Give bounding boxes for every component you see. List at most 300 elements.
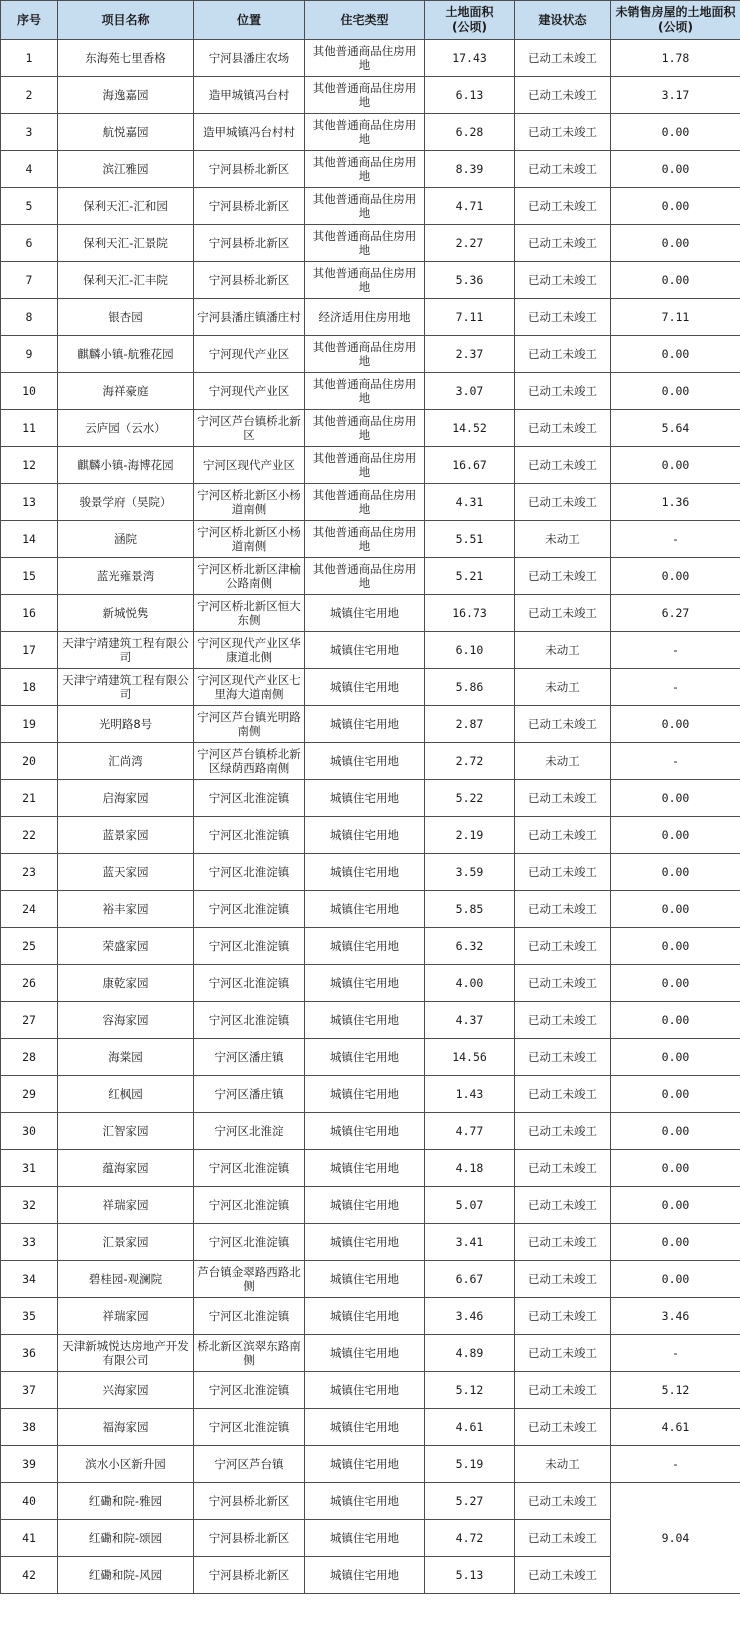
cell-unsold-area: 0.00	[611, 1076, 740, 1113]
cell-housing-type: 其他普通商品住房用地	[305, 336, 425, 373]
cell-unsold-area: 0.00	[611, 114, 740, 151]
cell-unsold-area: 0.00	[611, 891, 740, 928]
cell-location: 宁河区桥北新区小杨道南侧	[194, 484, 305, 521]
cell-unsold-area: 4.61	[611, 1409, 740, 1446]
cell-location: 桥北新区滨翠东路南侧	[194, 1335, 305, 1372]
cell-project-name: 红磡和院-风园	[58, 1557, 194, 1594]
cell-project-name: 保利天汇-汇景院	[58, 225, 194, 262]
cell-unsold-area: 5.64	[611, 410, 740, 447]
cell-land-area: 5.22	[425, 780, 515, 817]
cell-location: 宁河区北淮淀镇	[194, 965, 305, 1002]
cell-build-status: 已动工未竣工	[515, 558, 611, 595]
cell-build-status: 已动工未竣工	[515, 410, 611, 447]
cell-unsold-area: 6.27	[611, 595, 740, 632]
cell-housing-type: 城镇住宅用地	[305, 1520, 425, 1557]
cell-build-status: 已动工未竣工	[515, 484, 611, 521]
cell-land-area: 5.86	[425, 669, 515, 706]
cell-land-area: 6.10	[425, 632, 515, 669]
cell-housing-type: 城镇住宅用地	[305, 595, 425, 632]
cell-land-area: 5.85	[425, 891, 515, 928]
cell-location: 宁河区潘庄镇	[194, 1039, 305, 1076]
table-row	[1, 225, 740, 262]
cell-location: 宁河县桥北新区	[194, 1557, 305, 1594]
cell-build-status: 已动工未竣工	[515, 780, 611, 817]
cell-unsold-area: 0.00	[611, 1039, 740, 1076]
table-row	[1, 854, 740, 891]
cell-project-name: 麒麟小镇-海博花园	[58, 447, 194, 484]
table-row	[1, 1039, 740, 1076]
cell-location: 宁河区桥北新区小杨道南侧	[194, 521, 305, 558]
cell-project-name: 涵院	[58, 521, 194, 558]
cell-index: 4	[1, 151, 58, 188]
cell-housing-type: 城镇住宅用地	[305, 1224, 425, 1261]
cell-build-status: 已动工未竣工	[515, 1557, 611, 1594]
cell-index: 42	[1, 1557, 58, 1594]
cell-project-name: 兴海家园	[58, 1372, 194, 1409]
table-row	[1, 1261, 740, 1298]
cell-housing-type: 经济适用住房用地	[305, 299, 425, 336]
cell-housing-type: 城镇住宅用地	[305, 965, 425, 1002]
cell-housing-type: 城镇住宅用地	[305, 706, 425, 743]
table-row	[1, 484, 740, 521]
cell-index: 19	[1, 706, 58, 743]
cell-build-status: 已动工未竣工	[515, 262, 611, 299]
cell-unsold-area: 0.00	[611, 336, 740, 373]
cell-housing-type: 其他普通商品住房用地	[305, 410, 425, 447]
cell-project-name: 蕴海家园	[58, 1150, 194, 1187]
cell-location: 宁河区芦台镇	[194, 1446, 305, 1483]
cell-land-area: 1.43	[425, 1076, 515, 1113]
table-row	[1, 669, 740, 706]
cell-land-area: 5.07	[425, 1187, 515, 1224]
cell-project-name: 蓝天家园	[58, 854, 194, 891]
cell-unsold-area: -	[611, 521, 740, 558]
header-cell-project-name: 项目名称	[58, 1, 194, 40]
cell-build-status: 已动工未竣工	[515, 77, 611, 114]
cell-location: 宁河县桥北新区	[194, 262, 305, 299]
cell-housing-type: 城镇住宅用地	[305, 1187, 425, 1224]
cell-index: 24	[1, 891, 58, 928]
cell-location: 宁河县潘庄农场	[194, 40, 305, 77]
table-row	[1, 1076, 740, 1113]
table-row	[1, 40, 740, 77]
cell-project-name: 启海家园	[58, 780, 194, 817]
table-row	[1, 1409, 740, 1446]
cell-build-status: 已动工未竣工	[515, 1150, 611, 1187]
table-row	[1, 188, 740, 225]
cell-index: 2	[1, 77, 58, 114]
header-cell-build-status: 建设状态	[515, 1, 611, 40]
cell-index: 10	[1, 373, 58, 410]
cell-index: 29	[1, 1076, 58, 1113]
cell-location: 宁河区北淮淀镇	[194, 1224, 305, 1261]
cell-build-status: 已动工未竣工	[515, 447, 611, 484]
cell-index: 30	[1, 1113, 58, 1150]
cell-project-name: 新城悦隽	[58, 595, 194, 632]
cell-index: 12	[1, 447, 58, 484]
cell-land-area: 3.41	[425, 1224, 515, 1261]
cell-location: 宁河县桥北新区	[194, 1520, 305, 1557]
cell-land-area: 3.59	[425, 854, 515, 891]
table-row	[1, 299, 740, 336]
cell-land-area: 4.89	[425, 1335, 515, 1372]
cell-project-name: 云庐园（云水）	[58, 410, 194, 447]
cell-unsold-area: 0.00	[611, 706, 740, 743]
cell-build-status: 未动工	[515, 1446, 611, 1483]
cell-land-area: 5.27	[425, 1483, 515, 1520]
cell-index: 16	[1, 595, 58, 632]
table-row	[1, 151, 740, 188]
cell-index: 35	[1, 1298, 58, 1335]
table-row	[1, 1335, 740, 1372]
header-cell-location: 位置	[194, 1, 305, 40]
cell-unsold-area: -	[611, 743, 740, 780]
table-row	[1, 1372, 740, 1409]
cell-project-name: 蓝景家园	[58, 817, 194, 854]
cell-land-area: 8.39	[425, 151, 515, 188]
cell-build-status: 已动工未竣工	[515, 1076, 611, 1113]
header-cell-housing-type: 住宅类型	[305, 1, 425, 40]
cell-build-status: 已动工未竣工	[515, 299, 611, 336]
cell-land-area: 4.37	[425, 1002, 515, 1039]
cell-location: 宁河区芦台镇桥北新区	[194, 410, 305, 447]
cell-housing-type: 城镇住宅用地	[305, 1150, 425, 1187]
cell-housing-type: 城镇住宅用地	[305, 817, 425, 854]
cell-build-status: 已动工未竣工	[515, 1224, 611, 1261]
cell-build-status: 已动工未竣工	[515, 1039, 611, 1076]
cell-housing-type: 其他普通商品住房用地	[305, 262, 425, 299]
cell-project-name: 汇景家园	[58, 1224, 194, 1261]
cell-build-status: 已动工未竣工	[515, 1187, 611, 1224]
cell-location: 宁河区北淮淀	[194, 1113, 305, 1150]
table-row	[1, 780, 740, 817]
cell-index: 27	[1, 1002, 58, 1039]
cell-land-area: 4.72	[425, 1520, 515, 1557]
cell-project-name: 东海苑七里香格	[58, 40, 194, 77]
cell-location: 宁河区北淮淀镇	[194, 1372, 305, 1409]
cell-location: 宁河区现代产业区七里海大道南侧	[194, 669, 305, 706]
cell-build-status: 已动工未竣工	[515, 1113, 611, 1150]
cell-land-area: 2.19	[425, 817, 515, 854]
cell-location: 宁河区北淮淀镇	[194, 1150, 305, 1187]
cell-land-area: 5.51	[425, 521, 515, 558]
cell-index: 6	[1, 225, 58, 262]
cell-build-status: 已动工未竣工	[515, 706, 611, 743]
cell-land-area: 2.27	[425, 225, 515, 262]
cell-index: 21	[1, 780, 58, 817]
cell-housing-type: 城镇住宅用地	[305, 1446, 425, 1483]
table-row	[1, 1298, 740, 1335]
cell-unsold-area: 0.00	[611, 780, 740, 817]
cell-land-area: 2.72	[425, 743, 515, 780]
cell-housing-type: 城镇住宅用地	[305, 1113, 425, 1150]
cell-land-area: 6.28	[425, 114, 515, 151]
cell-index: 15	[1, 558, 58, 595]
cell-housing-type: 城镇住宅用地	[305, 1557, 425, 1594]
cell-unsold-area: 0.00	[611, 1002, 740, 1039]
cell-location: 宁河区芦台镇光明路南侧	[194, 706, 305, 743]
cell-housing-type: 城镇住宅用地	[305, 1076, 425, 1113]
cell-build-status: 已动工未竣工	[515, 891, 611, 928]
cell-unsold-area: 0.00	[611, 558, 740, 595]
cell-location: 宁河区北淮淀镇	[194, 817, 305, 854]
cell-project-name: 容海家园	[58, 1002, 194, 1039]
cell-housing-type: 其他普通商品住房用地	[305, 188, 425, 225]
cell-index: 9	[1, 336, 58, 373]
cell-location: 宁河区芦台镇桥北新区绿荫西路南侧	[194, 743, 305, 780]
cell-project-name: 海逸嘉园	[58, 77, 194, 114]
cell-housing-type: 城镇住宅用地	[305, 1002, 425, 1039]
cell-build-status: 已动工未竣工	[515, 225, 611, 262]
cell-housing-type: 城镇住宅用地	[305, 928, 425, 965]
cell-location: 宁河区北淮淀镇	[194, 854, 305, 891]
cell-index: 5	[1, 188, 58, 225]
cell-index: 23	[1, 854, 58, 891]
cell-project-name: 碧桂园-观澜院	[58, 1261, 194, 1298]
cell-project-name: 红磡和院-颂园	[58, 1520, 194, 1557]
cell-index: 31	[1, 1150, 58, 1187]
cell-index: 40	[1, 1483, 58, 1520]
cell-project-name: 天津新城悦达房地产开发有限公司	[58, 1335, 194, 1372]
cell-unsold-area: 0.00	[611, 928, 740, 965]
table-row	[1, 1187, 740, 1224]
cell-housing-type: 城镇住宅用地	[305, 1298, 425, 1335]
cell-unsold-area: 0.00	[611, 262, 740, 299]
table-row	[1, 1150, 740, 1187]
cell-land-area: 16.73	[425, 595, 515, 632]
cell-project-name: 红磡和院-雅园	[58, 1483, 194, 1520]
cell-housing-type: 其他普通商品住房用地	[305, 151, 425, 188]
cell-land-area: 7.11	[425, 299, 515, 336]
cell-build-status: 已动工未竣工	[515, 965, 611, 1002]
table-row	[1, 632, 740, 669]
cell-housing-type: 城镇住宅用地	[305, 1261, 425, 1298]
cell-project-name: 滨水小区新升园	[58, 1446, 194, 1483]
cell-location: 宁河县桥北新区	[194, 188, 305, 225]
cell-unsold-area: 3.17	[611, 77, 740, 114]
cell-project-name: 康乾家园	[58, 965, 194, 1002]
cell-unsold-area: -	[611, 1446, 740, 1483]
cell-land-area: 6.67	[425, 1261, 515, 1298]
cell-land-area: 17.43	[425, 40, 515, 77]
cell-housing-type: 城镇住宅用地	[305, 1372, 425, 1409]
cell-build-status: 已动工未竣工	[515, 1002, 611, 1039]
cell-index: 7	[1, 262, 58, 299]
cell-land-area: 14.52	[425, 410, 515, 447]
cell-location: 宁河区现代产业区	[194, 447, 305, 484]
cell-index: 38	[1, 1409, 58, 1446]
cell-project-name: 汇尚湾	[58, 743, 194, 780]
cell-land-area: 5.21	[425, 558, 515, 595]
cell-land-area: 3.46	[425, 1298, 515, 1335]
cell-location: 宁河区北淮淀镇	[194, 1002, 305, 1039]
header-cell-unsold-area: 未销售房屋的土地面积(公顷)	[611, 1, 740, 40]
cell-land-area: 16.67	[425, 447, 515, 484]
cell-project-name: 天津宁靖建筑工程有限公司	[58, 669, 194, 706]
cell-build-status: 已动工未竣工	[515, 114, 611, 151]
table-row	[1, 77, 740, 114]
cell-housing-type: 其他普通商品住房用地	[305, 77, 425, 114]
table-row	[1, 336, 740, 373]
cell-location: 宁河区北淮淀镇	[194, 1298, 305, 1335]
cell-index: 41	[1, 1520, 58, 1557]
cell-land-area: 14.56	[425, 1039, 515, 1076]
table-row	[1, 262, 740, 299]
cell-project-name: 海祥豪庭	[58, 373, 194, 410]
header-cell-land-area: 土地面积 (公顷)	[425, 1, 515, 40]
cell-land-area: 4.18	[425, 1150, 515, 1187]
cell-location: 宁河区现代产业区华康道北侧	[194, 632, 305, 669]
cell-build-status: 已动工未竣工	[515, 1261, 611, 1298]
cell-unsold-area: 0.00	[611, 447, 740, 484]
table-row	[1, 1002, 740, 1039]
cell-build-status: 已动工未竣工	[515, 336, 611, 373]
cell-housing-type: 其他普通商品住房用地	[305, 558, 425, 595]
cell-unsold-area: 0.00	[611, 1261, 740, 1298]
cell-unsold-area: 1.36	[611, 484, 740, 521]
cell-unsold-area: 0.00	[611, 1187, 740, 1224]
cell-land-area: 2.37	[425, 336, 515, 373]
cell-index: 8	[1, 299, 58, 336]
cell-housing-type: 其他普通商品住房用地	[305, 40, 425, 77]
cell-build-status: 已动工未竣工	[515, 1520, 611, 1557]
cell-index: 39	[1, 1446, 58, 1483]
cell-index: 22	[1, 817, 58, 854]
cell-project-name: 麒麟小镇-航雅花园	[58, 336, 194, 373]
cell-location: 宁河现代产业区	[194, 373, 305, 410]
cell-index: 13	[1, 484, 58, 521]
cell-housing-type: 城镇住宅用地	[305, 669, 425, 706]
cell-project-name: 保利天汇-汇和园	[58, 188, 194, 225]
cell-index: 37	[1, 1372, 58, 1409]
cell-housing-type: 其他普通商品住房用地	[305, 521, 425, 558]
table-row	[1, 743, 740, 780]
cell-build-status: 已动工未竣工	[515, 1483, 611, 1520]
table-row	[1, 1224, 740, 1261]
table-row	[1, 891, 740, 928]
cell-index: 17	[1, 632, 58, 669]
cell-project-name: 汇智家园	[58, 1113, 194, 1150]
cell-location: 宁河区北淮淀镇	[194, 891, 305, 928]
cell-project-name: 海棠园	[58, 1039, 194, 1076]
cell-project-name: 荣盛家园	[58, 928, 194, 965]
cell-location: 宁河现代产业区	[194, 336, 305, 373]
cell-unsold-area: -	[611, 669, 740, 706]
cell-unsold-area: 3.46	[611, 1298, 740, 1335]
cell-housing-type: 城镇住宅用地	[305, 891, 425, 928]
table-row	[1, 928, 740, 965]
cell-unsold-area: 0.00	[611, 1150, 740, 1187]
cell-land-area: 5.12	[425, 1372, 515, 1409]
cell-housing-type: 城镇住宅用地	[305, 1483, 425, 1520]
cell-unsold-area: 0.00	[611, 1113, 740, 1150]
cell-project-name: 光明路8号	[58, 706, 194, 743]
cell-build-status: 已动工未竣工	[515, 1372, 611, 1409]
cell-build-status: 未动工	[515, 521, 611, 558]
cell-location: 造甲城镇冯台村	[194, 77, 305, 114]
cell-project-name: 骏景学府（昊院）	[58, 484, 194, 521]
cell-project-name: 蓝光雍景湾	[58, 558, 194, 595]
cell-index: 28	[1, 1039, 58, 1076]
cell-housing-type: 城镇住宅用地	[305, 1409, 425, 1446]
cell-land-area: 5.13	[425, 1557, 515, 1594]
cell-unsold-area: 0.00	[611, 965, 740, 1002]
cell-index: 14	[1, 521, 58, 558]
cell-build-status: 未动工	[515, 743, 611, 780]
cell-index: 18	[1, 669, 58, 706]
cell-location: 宁河县潘庄镇潘庄村	[194, 299, 305, 336]
cell-project-name: 保利天汇-汇丰院	[58, 262, 194, 299]
cell-land-area: 4.61	[425, 1409, 515, 1446]
cell-index: 26	[1, 965, 58, 1002]
cell-housing-type: 其他普通商品住房用地	[305, 484, 425, 521]
cell-unsold-area: -	[611, 632, 740, 669]
cell-location: 宁河区潘庄镇	[194, 1076, 305, 1113]
cell-unsold-area: 0.00	[611, 151, 740, 188]
cell-land-area: 3.07	[425, 373, 515, 410]
cell-unsold-area: 0.00	[611, 188, 740, 225]
cell-unsold-area: 0.00	[611, 373, 740, 410]
table-body	[1, 40, 740, 1594]
cell-project-name: 祥瑞家园	[58, 1187, 194, 1224]
table-row	[1, 1446, 740, 1483]
cell-land-area: 6.32	[425, 928, 515, 965]
cell-unsold-area: 1.78	[611, 40, 740, 77]
cell-location: 宁河县桥北新区	[194, 151, 305, 188]
cell-build-status: 已动工未竣工	[515, 1335, 611, 1372]
table-row	[1, 521, 740, 558]
cell-index: 1	[1, 40, 58, 77]
cell-index: 36	[1, 1335, 58, 1372]
cell-location: 宁河区北淮淀镇	[194, 1187, 305, 1224]
cell-housing-type: 其他普通商品住房用地	[305, 114, 425, 151]
cell-build-status: 已动工未竣工	[515, 188, 611, 225]
table-row	[1, 114, 740, 151]
cell-unsold-area: 0.00	[611, 817, 740, 854]
cell-location: 造甲城镇冯台村村	[194, 114, 305, 151]
cell-unsold-area: -	[611, 1335, 740, 1372]
cell-unsold-area: 0.00	[611, 854, 740, 891]
cell-project-name: 祥瑞家园	[58, 1298, 194, 1335]
cell-index: 25	[1, 928, 58, 965]
cell-location: 宁河区北淮淀镇	[194, 780, 305, 817]
table-row	[1, 373, 740, 410]
cell-index: 33	[1, 1224, 58, 1261]
table-row	[1, 706, 740, 743]
cell-location: 宁河县桥北新区	[194, 225, 305, 262]
cell-project-name: 银杏园	[58, 299, 194, 336]
cell-location: 宁河区北淮淀镇	[194, 928, 305, 965]
cell-project-name: 航悦嘉园	[58, 114, 194, 151]
cell-build-status: 已动工未竣工	[515, 1409, 611, 1446]
cell-housing-type: 城镇住宅用地	[305, 1039, 425, 1076]
header-row	[1, 1, 740, 40]
cell-build-status: 已动工未竣工	[515, 151, 611, 188]
cell-housing-type: 城镇住宅用地	[305, 780, 425, 817]
cell-index: 34	[1, 1261, 58, 1298]
cell-land-area: 4.31	[425, 484, 515, 521]
table-row	[1, 1483, 740, 1520]
cell-housing-type: 其他普通商品住房用地	[305, 447, 425, 484]
cell-index: 3	[1, 114, 58, 151]
cell-housing-type: 城镇住宅用地	[305, 743, 425, 780]
cell-index: 11	[1, 410, 58, 447]
cell-build-status: 已动工未竣工	[515, 1298, 611, 1335]
cell-build-status: 已动工未竣工	[515, 928, 611, 965]
cell-project-name: 红枫园	[58, 1076, 194, 1113]
cell-housing-type: 城镇住宅用地	[305, 854, 425, 891]
cell-project-name: 天津宁靖建筑工程有限公司	[58, 632, 194, 669]
